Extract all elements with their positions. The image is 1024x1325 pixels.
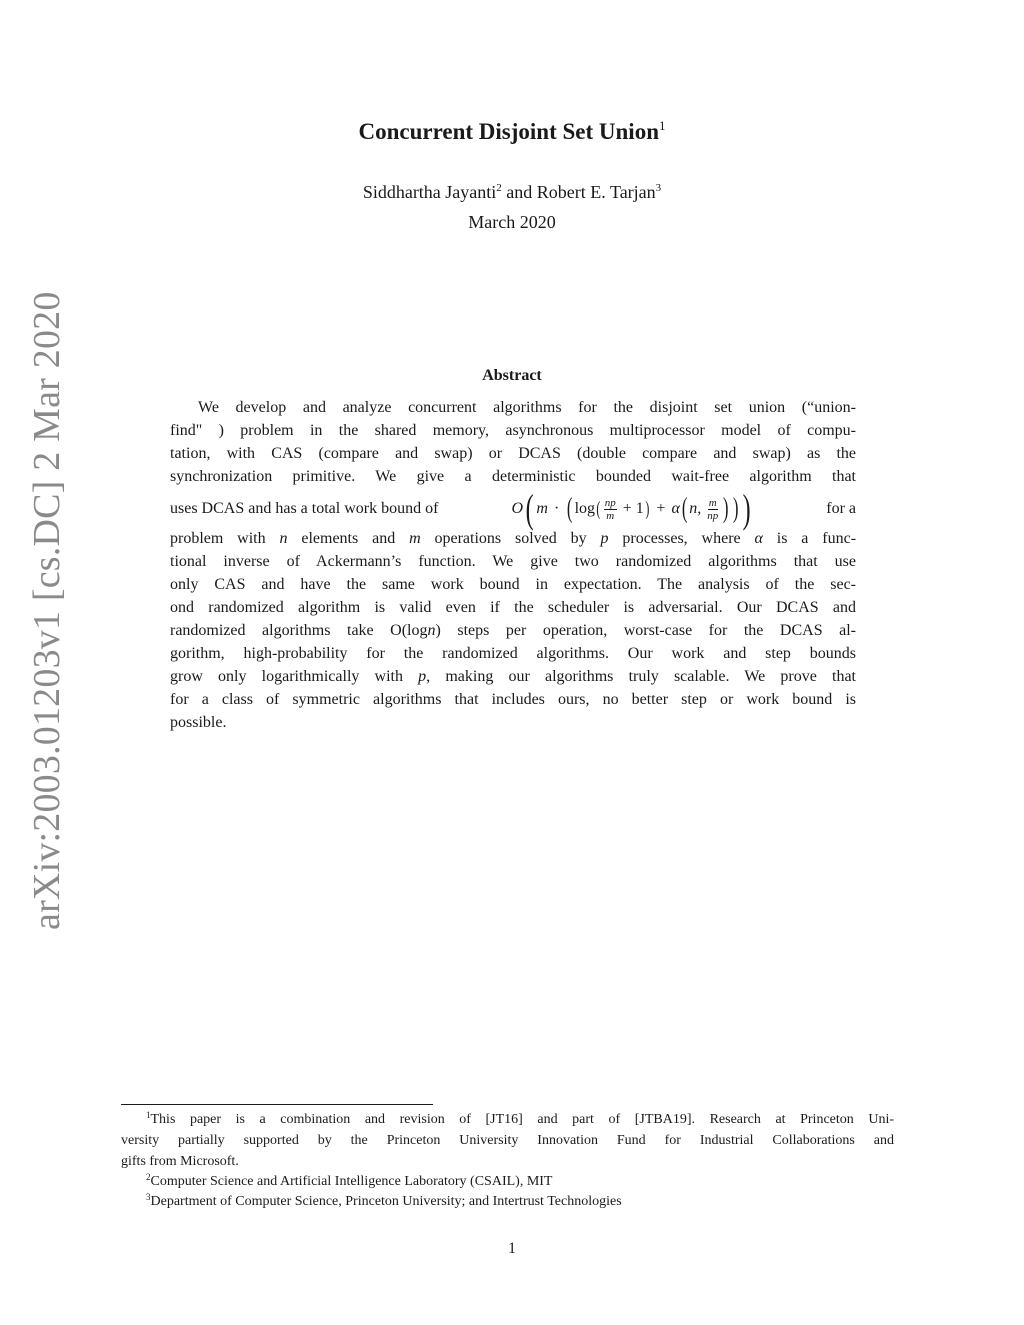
author-line	[0, 178, 1024, 206]
formula-close-paren: )	[742, 486, 751, 531]
math-line-prefix: uses DCAS and has a total work bound of	[170, 500, 439, 517]
footnote-1-line: versity partially supported by the Princeton University Innovation Fund for Industrial Collaborations and	[121, 1133, 894, 1148]
formula-open-paren: (	[567, 493, 573, 524]
formula-plus: +	[656, 500, 666, 517]
abstract-line: ond randomized algorithm is valid even if the scheduler is adversarial. Our DCAS and	[170, 599, 856, 616]
abstract-line: tation, with CAS (compare and swap) or DCAS (double compare and swap) as the	[170, 445, 856, 462]
abstract-line	[170, 666, 856, 688]
formula-alpha: α	[671, 500, 680, 517]
abstract-line: find" ) problem in the shared memory, asynchronous multiprocessor model of compu-	[170, 422, 856, 439]
arxiv-identifier-stamp: arXiv:2003.01203v1 [cs.DC] 2 Mar 2020	[26, 291, 68, 930]
formula-open-paren: (	[681, 493, 688, 524]
footnote-divider	[121, 1104, 433, 1105]
math-line-suffix: for a	[826, 500, 856, 517]
math-variable: n	[279, 530, 288, 547]
page-number: 1	[508, 1240, 516, 1257]
abstract-line	[170, 620, 856, 642]
work-bound-formula	[511, 486, 753, 531]
formula-n: n,	[689, 500, 702, 517]
author1-footnote-mark: 2	[496, 182, 502, 194]
formula-open-paren: (	[525, 486, 534, 531]
abstract-line: tional inverse of Ackermann’s function. We give two randomized algorithms that use	[170, 553, 856, 570]
formula-fraction-m-over-np	[706, 497, 719, 522]
footnote-mark: 1	[146, 1110, 151, 1120]
footnote-mark: 2	[146, 1172, 151, 1182]
text-segment: grow only logarithmically with	[170, 668, 419, 685]
footnote-text: Computer Science and Artificial Intelligence Laboratory (CSAIL), MIT	[150, 1174, 553, 1189]
footnote-1-line	[146, 1110, 894, 1130]
formula-plus-one: + 1	[622, 500, 644, 517]
footnote-2-line	[146, 1172, 894, 1192]
footnote-3-line	[146, 1192, 894, 1212]
math-variable: p	[600, 530, 609, 547]
text-segment: is a func-	[762, 530, 857, 547]
formula-open-paren: (	[596, 498, 601, 520]
text-segment: processes, where	[608, 530, 755, 547]
formula-fraction-np-over-m	[604, 497, 617, 522]
formula-m: m	[536, 500, 548, 517]
formula-dot: ·	[553, 500, 560, 517]
formula-big-o: O	[511, 500, 524, 517]
text-segment: , making our algorithms truly scalable. We prove that	[426, 668, 856, 685]
text-segment: elements and	[287, 530, 410, 547]
footnote-text: This paper is a combination and revision of [JT16] and part of [JTBA19]. Research at Princeton Uni-	[150, 1112, 894, 1127]
fraction-denominator: np	[707, 509, 719, 522]
abstract-line	[170, 528, 856, 550]
footnote-text: Department of Computer Science, Princeton University; and Intertrust Technologies	[150, 1194, 622, 1209]
formula-log: log	[574, 500, 596, 517]
abstract-line: for a class of symmetric algorithms that includes ours, no better step or work bound is	[170, 691, 856, 708]
footnote-1-line: gifts from Microsoft.	[121, 1154, 239, 1169]
footnote-mark: 3	[146, 1192, 151, 1202]
math-variable: α	[754, 530, 763, 547]
abstract-line: possible.	[170, 714, 227, 731]
abstract-heading: Abstract	[482, 367, 542, 384]
author2-footnote-mark: 3	[655, 182, 662, 194]
publication-date: March 2020	[468, 212, 556, 232]
author-tarjan: Robert E. Tarjan	[536, 182, 656, 202]
abstract-line: We develop and analyze concurrent algorithms for the disjoint set union (“union-	[198, 399, 856, 416]
fraction-denominator: m	[606, 509, 615, 522]
formula-close-paren: )	[723, 493, 729, 524]
math-variable: p	[418, 668, 427, 685]
abstract-line: gorithm, high-probability for the randomized algorithms. Our work and step bounds	[170, 645, 856, 662]
abstract-line: only CAS and have the same work bound in expectation. The analysis of the sec-	[170, 576, 856, 593]
title-text: Concurrent Disjoint Set Union	[358, 119, 659, 144]
abstract-line: synchronization primitive. We give a deterministic bounded wait-free algorithm that	[170, 468, 856, 485]
author-jayanti: Siddhartha Jayanti	[362, 182, 497, 202]
text-segment: problem with	[170, 530, 280, 547]
author-conjunction: and	[501, 182, 537, 202]
fraction-numerator: m	[708, 496, 717, 509]
math-variable: m	[409, 530, 421, 547]
formula-close-paren: )	[732, 493, 738, 524]
math-variable: n	[427, 622, 436, 639]
text-segment: operations solved by	[420, 530, 601, 547]
formula-close-paren: )	[645, 498, 650, 520]
fraction-numerator: np	[604, 496, 616, 509]
paper-title	[0, 116, 1024, 148]
text-segment: randomized algorithms take O(log	[170, 622, 428, 639]
text-segment: ) steps per operation, worst-case for the DCAS al-	[435, 622, 856, 639]
abstract-math-line	[170, 486, 856, 532]
title-footnote-mark: 1	[659, 118, 666, 133]
